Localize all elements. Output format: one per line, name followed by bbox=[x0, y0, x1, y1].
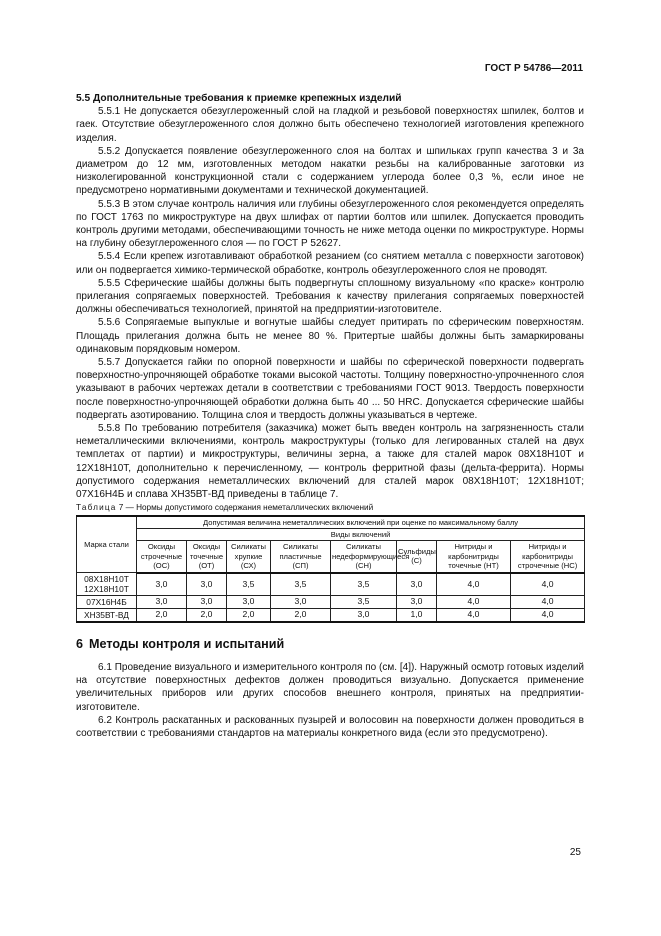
grade-cell: ХН35ВТ-ВД bbox=[77, 609, 137, 623]
table-7-caption bbox=[76, 501, 584, 514]
column-header: Оксиды точечные (ОТ) bbox=[187, 541, 227, 573]
value-cell: 4,0 bbox=[511, 609, 585, 623]
value-cell: 4,0 bbox=[511, 596, 585, 609]
column-header: Сульфиды (С) bbox=[397, 541, 437, 573]
column-header: Силикаты пластичные (СП) bbox=[271, 541, 331, 573]
paragraph-5-5-7: 5.5.7 Допускается гайки по опорной поверхности и шайбы по сферической поверхности подвергать поверхностно-упрочняющей обработке токами высокой частоты. Толщину поверхностно-упрочненного слоя указывают в рабочих чертежах детали в соответствии с требованиями ГОСТ 9013. Твердость поверхности после поверхностно-упрочняющей обработки должна быть 40 ... 50 HRC. Допускается сферические шайбы подвергать азотированию. Толщина слоя и твердость должны указываться в чертеже. bbox=[76, 357, 584, 421]
value-cell: 4,0 bbox=[437, 596, 511, 609]
value-cell: 4,0 bbox=[511, 573, 585, 596]
paragraph-6-2: 6.2 Контроль раскатанных и раскованных пузырей и волосовин на поверхности должен проводиться в соответствии с требованиями стандартов на материалы конкретного вида (если это предусмотрено). bbox=[76, 714, 584, 740]
table-caption-word: Таблица bbox=[76, 503, 117, 513]
section-6-number: 6 bbox=[76, 637, 84, 652]
column-header: Силикаты недеформирующиеся (СН) bbox=[331, 541, 397, 573]
value-cell: 4,0 bbox=[437, 573, 511, 596]
value-cell: 3,0 bbox=[271, 596, 331, 609]
value-cell: 3,5 bbox=[227, 573, 271, 596]
value-cell: 3,5 bbox=[331, 573, 397, 596]
paragraph-5-5-6: 5.5.6 Сопрягаемые выпуклые и вогнутые шайбы следует притирать по сферическим поверхностям. Площадь прилегания должна быть не менее 80 %. Притертые шайбы должны быть замаркированы одинаковым порядковым номером. bbox=[76, 317, 584, 355]
value-cell: 3,0 bbox=[397, 573, 437, 596]
table-row bbox=[77, 609, 585, 623]
value-cell: 3,5 bbox=[331, 596, 397, 609]
inclusion-types-header: Виды включений bbox=[137, 528, 585, 540]
paragraph-5-5-3: 5.5.3 В этом случае контроль наличия или глубины обезуглероженного слоя рекомендуется определять по ГОСТ 1763 по микроструктуре на двух шлифах от партии болтов или шпилек. Допускается проводить контроль другими методами, обеспечивающими точность не ниже метода оценки по микроструктуре. Нормы на глубину обезуглероженного слоя — по ГОСТ Р 52627. bbox=[76, 198, 584, 250]
value-cell: 4,0 bbox=[437, 609, 511, 623]
section-6-heading bbox=[76, 637, 584, 652]
column-header: Оксиды строчечные (ОС) bbox=[137, 541, 187, 573]
value-cell: 2,0 bbox=[227, 609, 271, 623]
value-cell: 3,0 bbox=[137, 573, 187, 596]
column-header: Нитриды и карбонитриды строчечные (НС) bbox=[511, 541, 585, 573]
column-header: Силикаты хрупкие (СХ) bbox=[227, 541, 271, 573]
grade-column-header: Марка стали bbox=[77, 516, 137, 573]
grade-cell: 08Х18Н10Т 12Х18Н10Т bbox=[77, 573, 137, 596]
allowed-size-group-header: Допустимая величина неметаллических включений при оценке по максимальному баллу bbox=[137, 516, 585, 529]
value-cell: 3,0 bbox=[137, 596, 187, 609]
value-cell: 2,0 bbox=[137, 609, 187, 623]
value-cell: 3,0 bbox=[187, 596, 227, 609]
value-cell: 3,0 bbox=[187, 573, 227, 596]
value-cell: 3,0 bbox=[227, 596, 271, 609]
table-caption-text: 7 — Нормы допустимого содержания неметаллических включений bbox=[116, 503, 374, 513]
document-code-header: ГОСТ Р 54786—2011 bbox=[484, 63, 583, 74]
value-cell: 1,0 bbox=[397, 609, 437, 623]
paragraph-5-5-4: 5.5.4 Если крепеж изготавливают обработкой резанием (со снятием металла с поверхности заготовок) или он подвергается химико-термической обработке, контроль обезуглероженного слоя не проводят. bbox=[76, 251, 584, 276]
value-cell: 2,0 bbox=[271, 609, 331, 623]
value-cell: 2,0 bbox=[187, 609, 227, 623]
value-cell: 3,0 bbox=[331, 609, 397, 623]
page-number: 25 bbox=[569, 847, 581, 858]
inclusions-norms-table bbox=[76, 515, 585, 624]
value-cell: 3,0 bbox=[397, 596, 437, 609]
grade-cell: 07Х16Н4Б bbox=[77, 596, 137, 609]
paragraph-5-5-2: 5.5.2 Допускается появление обезуглероженного слоя на болтах и шпильках групп качества 3 и 3а диаметром до 12 мм, изготовленных методом накатки резьбы на калиброванные заготовки из низколегированной конструкционной стали с содержанием углерода более 0,3 %, если иное не предусмотрено нормативными документами и технической документацией. bbox=[76, 145, 584, 197]
column-header: Нитриды и карбонитриды точечные (НТ) bbox=[437, 541, 511, 573]
paragraph-5-5-8: 5.5.8 По требованию потребителя (заказчика) может быть введен контроль на загрязненность стали неметаллическими включениями, контроль макроструктуры (только для легированных сталей на двух темплетах от партии) и микроструктуры, величины зерна, а также для сталей марок 08Х18Н10Т и 12Х18Н10Т, дополнительно к перечисленному, — контроль ферритной фазы (дельта-феррита). Нормы допустимого содержания неметаллических включений для сталей марок 08Х18Н10Т; 12Х18Н10Т; 07Х16Н4Б и сплава ХН35ВТ-ВД приведены в таблице 7. bbox=[76, 423, 584, 501]
page-content bbox=[76, 92, 584, 740]
table-row bbox=[77, 573, 585, 596]
table-row bbox=[77, 596, 585, 609]
section-6-title: Методы контроля и испытаний bbox=[89, 637, 285, 652]
value-cell: 3,5 bbox=[271, 573, 331, 596]
paragraph-5-5-1: 5.5.1 Не допускается обезуглероженный слой на гладкой и резьбовой поверхностях шпилек, болтов и гаек. Отсутствие обезуглероженного слоя должно быть обеспечено технологией изготовления крепежного изделия. bbox=[76, 106, 584, 144]
paragraph-6-1: 6.1 Проведение визуального и измерительного контроля по (см. [4]). Наружный осмотр готовых изделий на отсутствие поверхностных дефектов должен проводиться визуально. Допускается применение увеличительных приборов или других способов внешнего контроля, принятых на предприятии-изготовителе. bbox=[76, 662, 584, 713]
section-5-5-heading: 5.5 Дополнительные требования к приемке крепежных изделий bbox=[76, 93, 402, 104]
paragraph-5-5-5: 5.5.5 Сферические шайбы должны быть подвергнуты сплошному визуальному «по краске» контролю прилегания сопрягаемых поверхностей. Требования к качеству прилегания сопрягаемых поверхностей должны обеспечиваться технологией, принятой на предприятии-изготовителе. bbox=[76, 277, 584, 316]
